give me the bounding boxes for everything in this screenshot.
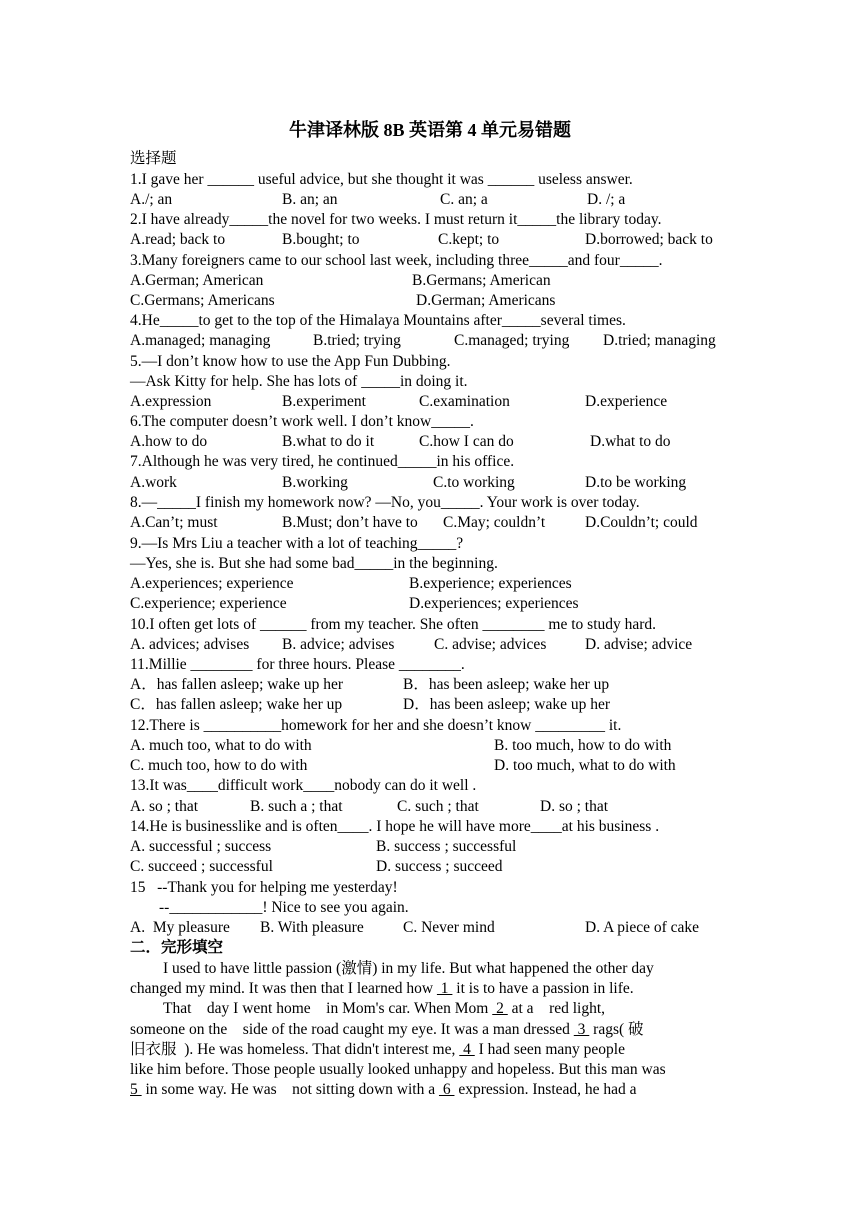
question-8-stem: 8.—_____I finish my homework now? —No, you_____. Your work is over today.	[130, 494, 640, 511]
q4-option-d: D.tried; managing	[603, 332, 716, 349]
q13-option-a: A. so ; that	[130, 798, 199, 815]
q4-option-c: C.managed; trying	[454, 332, 570, 349]
q12-option-c: C. much too, how to do with	[130, 757, 308, 774]
q3-option-b: B.Germans; American	[412, 272, 551, 289]
q15-option-b: B. With pleasure	[260, 919, 364, 936]
q11-option-a: A．has fallen asleep; wake up her	[130, 676, 344, 693]
question-5-stem: 5.—I don’t know how to use the App Fun Dubbing.	[130, 353, 451, 370]
q8-option-c: C.May; couldn’t	[443, 514, 546, 531]
q7-option-a: A.work	[130, 474, 177, 491]
q10-option-a: A. advices; advises	[130, 636, 250, 653]
q13-option-d: D. so ; that	[540, 798, 609, 815]
passage-line: That day I went home in Mom's car. When Mom 2 at a red light,	[163, 1000, 606, 1017]
passage-line: someone on the side of the road caught my eye. It was a man dressed 3 rags( 破	[130, 1021, 644, 1038]
passage-line: I used to have little passion (激情) in my life. But what happened the other day	[163, 960, 654, 977]
question-12-stem: 12.There is __________homework for her and she doesn’t know _________ it.	[130, 717, 622, 734]
q4-option-b: B.tried; trying	[313, 332, 401, 349]
q14-option-b: B. success ; successful	[376, 838, 517, 855]
q15-option-d: D. A piece of cake	[585, 919, 700, 936]
q15-option-c: C. Never mind	[403, 919, 495, 936]
q9-option-a: A.experiences; experience	[130, 575, 294, 592]
q1-option-b: B. an; an	[282, 191, 338, 208]
question-14-stem: 14.He is businesslike and is often____. I hope he will have more____at his business .	[130, 818, 660, 835]
q3-option-c: C.Germans; Americans	[130, 292, 275, 309]
question-6-stem: 6.The computer doesn’t work well. I don’t know_____.	[130, 413, 474, 430]
question-11-stem: 11.Millie ________ for three hours. Please ________.	[130, 656, 465, 673]
blank-2: 2	[492, 1000, 508, 1017]
q13-option-b: B. such a ; that	[250, 798, 343, 815]
q10-option-d: D. advise; advice	[585, 636, 693, 653]
question-9-stem-reply: —Yes, she is. But she had some bad_____in the beginning.	[130, 555, 498, 572]
q9-option-b: B.experience; experiences	[409, 575, 572, 592]
q1-option-d: D. /; a	[587, 191, 626, 208]
q3-option-d: D.German; Americans	[416, 292, 556, 309]
question-1-stem: 1.I gave her ______ useful advice, but she thought it was ______ useless answer.	[130, 171, 633, 188]
q14-option-c: C. succeed ; successful	[130, 858, 273, 875]
q11-option-c: C．has fallen asleep; wake her up	[130, 696, 343, 713]
section-heading-choice: 选择题	[130, 150, 177, 167]
passage-line: changed my mind. It was then that I learned how 1 it is to have a passion in life.	[130, 980, 634, 997]
q9-option-d: D.experiences; experiences	[409, 595, 579, 612]
passage-line: 5 in some way. He was not sitting down with a 6 expression. Instead, he had a	[130, 1081, 637, 1098]
blank-5: 5	[130, 1081, 142, 1098]
question-15-stem: 15 --Thank you for helping me yesterday!	[130, 879, 398, 896]
q2-option-d: D.borrowed; back to	[585, 231, 713, 248]
q12-option-a: A. much too, what to do with	[130, 737, 312, 754]
question-13-stem: 13.It was____difficult work____nobody can do it well .	[130, 777, 477, 794]
q14-option-a: A. successful ; success	[130, 838, 272, 855]
q13-option-c: C. such ; that	[397, 798, 479, 815]
q10-option-b: B. advice; advises	[282, 636, 395, 653]
q11-option-d: D．has been asleep; wake up her	[403, 696, 611, 713]
q8-option-d: D.Couldn’t; could	[585, 514, 698, 531]
q15-option-a: A. My pleasure	[130, 919, 230, 936]
question-7-stem: 7.Although he was very tired, he continued_____in his office.	[130, 453, 515, 470]
q5-option-b: B.experiment	[282, 393, 366, 410]
blank-4: 4	[459, 1041, 475, 1058]
q14-option-d: D. success ; succeed	[376, 858, 503, 875]
q1-option-a: A./; an	[130, 191, 173, 208]
q6-option-b: B.what to do it	[282, 433, 375, 450]
passage-line: like him before. Those people usually looked unhappy and hopeless. But this man was	[130, 1061, 666, 1078]
q12-option-d: D. too much, what to do with	[494, 757, 676, 774]
q10-option-c: C. advise; advices	[434, 636, 547, 653]
question-5-stem-reply: —Ask Kitty for help. She has lots of _____in doing it.	[130, 373, 468, 390]
passage-line: 旧衣服 ). He was homeless. That didn't interest me, 4 I had seen many people	[130, 1041, 625, 1058]
q2-option-c: C.kept; to	[438, 231, 500, 248]
q7-option-c: C.to working	[433, 474, 515, 491]
question-15-stem-reply: --____________! Nice to see you again.	[159, 899, 409, 916]
q5-option-a: A.expression	[130, 393, 212, 410]
blank-6: 6	[438, 1081, 455, 1098]
q8-option-b: B.Must; don’t have to	[282, 514, 418, 531]
q6-option-d: D.what to do	[590, 433, 671, 450]
blank-1: 1	[436, 980, 453, 997]
q1-option-c: C. an; a	[440, 191, 488, 208]
q12-option-b: B. too much, how to do with	[494, 737, 672, 754]
q5-option-c: C.examination	[419, 393, 510, 410]
q11-option-b: B．has been asleep; wake her up	[403, 676, 610, 693]
question-3-stem: 3.Many foreigners came to our school last week, including three_____and four_____.	[130, 252, 663, 269]
q5-option-d: D.experience	[585, 393, 668, 410]
q7-option-b: B.working	[282, 474, 348, 491]
section-heading-cloze: 二．完形填空	[130, 939, 224, 956]
q7-option-d: D.to be working	[585, 474, 687, 491]
q2-option-b: B.bought; to	[282, 231, 360, 248]
q6-option-a: A.how to do	[130, 433, 208, 450]
question-9-stem: 9.—Is Mrs Liu a teacher with a lot of teaching_____?	[130, 535, 464, 552]
question-2-stem: 2.I have already_____the novel for two weeks. I must return it_____the library today.	[130, 211, 662, 228]
q4-option-a: A.managed; managing	[130, 332, 271, 349]
question-10-stem: 10.I often get lots of ______ from my teacher. She often ________ me to study hard.	[130, 616, 657, 633]
question-4-stem: 4.He_____to get to the top of the Himalaya Mountains after_____several times.	[130, 312, 626, 329]
q9-option-c: C.experience; experience	[130, 595, 287, 612]
blank-3: 3	[573, 1021, 590, 1038]
page-title: 牛津译林版 8B 英语第 4 单元易错题	[288, 120, 571, 140]
q8-option-a: A.Can’t; must	[130, 514, 218, 531]
q2-option-a: A.read; back to	[130, 231, 226, 248]
q6-option-c: C.how I can do	[419, 433, 514, 450]
q3-option-a: A.German; American	[130, 272, 264, 289]
